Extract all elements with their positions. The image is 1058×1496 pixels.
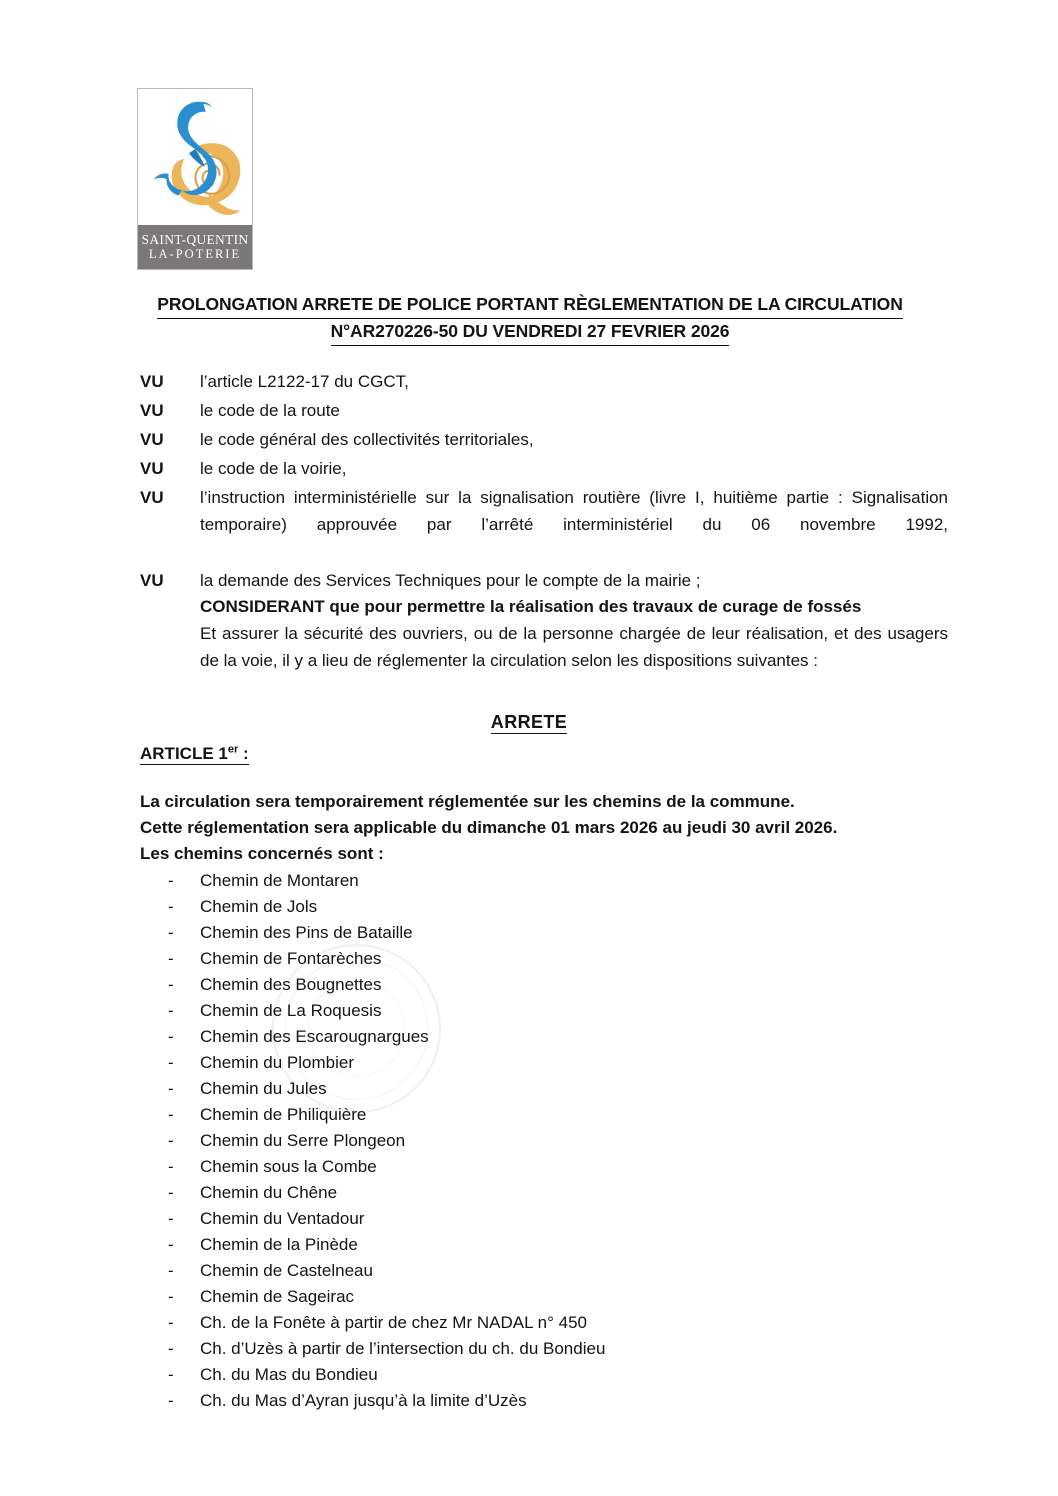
list-item xyxy=(168,972,928,998)
chemin-name: Chemin du Chêne xyxy=(200,1183,338,1202)
chemin-name: Chemin de La Roquesis xyxy=(200,1001,382,1020)
chemin-name: Chemin des Pins de Bataille xyxy=(200,923,413,942)
vu-label: VU xyxy=(140,459,164,478)
list-item xyxy=(168,1388,928,1414)
vu-clause-row xyxy=(140,567,948,594)
vu-clause-row xyxy=(140,484,948,565)
list-bullet: - xyxy=(168,1105,174,1124)
document-title-line2: N°AR270226-50 DU VENDREDI 27 FEVRIER 2026 xyxy=(331,319,730,346)
list-bullet: - xyxy=(168,1391,174,1410)
list-bullet: - xyxy=(168,1235,174,1254)
municipality-logo xyxy=(137,88,253,270)
vu-clause-row xyxy=(140,426,948,453)
list-item xyxy=(168,1128,928,1154)
list-bullet: - xyxy=(168,1001,174,1020)
considerant-block xyxy=(200,593,948,674)
list-item xyxy=(168,1206,928,1232)
vu-clause-list xyxy=(140,368,948,596)
chemin-name: Ch. d’Uzès à partir de l’intersection du ch. du Bondieu xyxy=(200,1339,606,1358)
chemin-name: Chemin du Plombier xyxy=(200,1053,355,1072)
vu-label: VU xyxy=(140,488,164,507)
list-item xyxy=(168,946,928,972)
list-item xyxy=(168,920,928,946)
chemin-name: Chemin des Bougnettes xyxy=(200,975,382,994)
chemin-name: Chemin du Jules xyxy=(200,1079,327,1098)
chemin-name: Ch. de la Fonête à partir de chez Mr NADAL n° 450 xyxy=(200,1313,587,1332)
article-1-paragraph: Cette réglementation sera applicable du dimanche 01 mars 2026 au jeudi 30 avril 2026. xyxy=(140,818,838,837)
document-title xyxy=(150,292,910,346)
list-bullet: - xyxy=(168,1079,174,1098)
vu-clause-row xyxy=(140,397,948,424)
list-item xyxy=(168,998,928,1024)
list-bullet: - xyxy=(168,1053,174,1072)
list-item xyxy=(168,1102,928,1128)
vu-label: VU xyxy=(140,571,164,590)
list-bullet: - xyxy=(168,1313,174,1332)
chemin-name: Ch. du Mas du Bondieu xyxy=(200,1365,378,1384)
vu-clause-text: le code de la voirie, xyxy=(200,459,347,478)
list-item xyxy=(168,1232,928,1258)
vu-label: VU xyxy=(140,401,164,420)
chemin-name: Chemin de Castelneau xyxy=(200,1261,373,1280)
list-bullet: - xyxy=(168,1209,174,1228)
vu-clause-text: le code général des collectivités territoriales, xyxy=(200,430,534,449)
chemin-name: Chemin de Jols xyxy=(200,897,318,916)
list-bullet: - xyxy=(168,923,174,942)
article-1-paragraph: La circulation sera temporairement réglementée sur les chemins de la commune. xyxy=(140,792,795,811)
list-bullet: - xyxy=(168,1183,174,1202)
list-item xyxy=(168,1336,928,1362)
vu-label: VU xyxy=(140,430,164,449)
chemin-name: Chemin de Philiquière xyxy=(200,1105,367,1124)
logo-monogram-sq-icon xyxy=(138,89,252,227)
list-item xyxy=(168,1154,928,1180)
list-item xyxy=(168,1180,928,1206)
list-bullet: - xyxy=(168,1027,174,1046)
vu-clause-text: l’instruction interministérielle sur la signalisation routière (livre I, huitième partie : Signalisation temporaire) approuvée par l’arrêté interministériel du 06 novembre 1992, xyxy=(200,488,948,534)
list-item xyxy=(168,1284,928,1310)
vu-clause-text: la demande des Services Techniques pour le compte de la mairie ; xyxy=(200,571,701,590)
chemins-list xyxy=(168,868,928,1414)
logo-caption xyxy=(138,225,252,269)
vu-clause-text: l’article L2122-17 du CGCT, xyxy=(200,372,409,391)
list-item xyxy=(168,1310,928,1336)
article-1-heading-text: ARTICLE 1 xyxy=(140,743,228,763)
list-bullet: - xyxy=(168,871,174,890)
list-item xyxy=(168,1076,928,1102)
arrete-heading xyxy=(0,712,1058,733)
list-bullet: - xyxy=(168,949,174,968)
article-1-heading-suffix: : xyxy=(238,743,249,763)
chemin-name: Chemin de Fontarèches xyxy=(200,949,382,968)
vu-clause-row xyxy=(140,455,948,482)
list-bullet: - xyxy=(168,975,174,994)
chemin-name: Chemin du Ventadour xyxy=(200,1209,365,1228)
list-bullet: - xyxy=(168,1287,174,1306)
considerant-body: Et assurer la sécurité des ouvriers, ou de la personne chargée de leur réalisation, et des usagers de la voie, il y a lieu de réglementer la circulation selon les dispositions suivantes : xyxy=(200,624,948,670)
article-1-body xyxy=(140,789,950,867)
chemin-name: Chemin sous la Combe xyxy=(200,1157,377,1176)
logo-caption-line1: SAINT-QUENTIN xyxy=(141,232,249,248)
arrete-heading-text: ARRETE xyxy=(490,712,568,732)
vu-label: VU xyxy=(140,372,164,391)
chemin-name: Chemin de Sageirac xyxy=(200,1287,355,1306)
list-bullet: - xyxy=(168,1157,174,1176)
article-1-heading xyxy=(140,743,249,764)
list-bullet: - xyxy=(168,1131,174,1150)
document-title-line1: PROLONGATION ARRETE DE POLICE PORTANT RÈGLEMENTATION DE LA CIRCULATION xyxy=(157,292,902,319)
list-bullet: - xyxy=(168,1365,174,1384)
chemin-name: Chemin de Montaren xyxy=(200,871,359,890)
article-1-heading-superscript: er xyxy=(227,743,239,755)
list-item xyxy=(168,1258,928,1284)
list-bullet: - xyxy=(168,897,174,916)
vu-clause-row xyxy=(140,368,948,395)
considerant-lead: CONSIDERANT que pour permettre la réalisation des travaux de curage de fossés xyxy=(200,597,862,616)
list-item xyxy=(168,1024,928,1050)
chemin-name: Chemin du Serre Plongeon xyxy=(200,1131,406,1150)
chemin-name: Chemin des Escarougnargues xyxy=(200,1027,429,1046)
list-bullet: - xyxy=(168,1339,174,1358)
chemin-name: Ch. du Mas d’Ayran jusqu’à la limite d’Uzès xyxy=(200,1391,527,1410)
list-item xyxy=(168,894,928,920)
chemin-name: Chemin de la Pinède xyxy=(200,1235,358,1254)
list-item xyxy=(168,868,928,894)
list-bullet: - xyxy=(168,1261,174,1280)
logo-caption-line2: LA-POTERIE xyxy=(148,246,242,261)
list-item xyxy=(168,1050,928,1076)
article-1-paragraph: Les chemins concernés sont : xyxy=(140,844,384,863)
list-item xyxy=(168,1362,928,1388)
vu-clause-text: le code de la route xyxy=(200,401,340,420)
